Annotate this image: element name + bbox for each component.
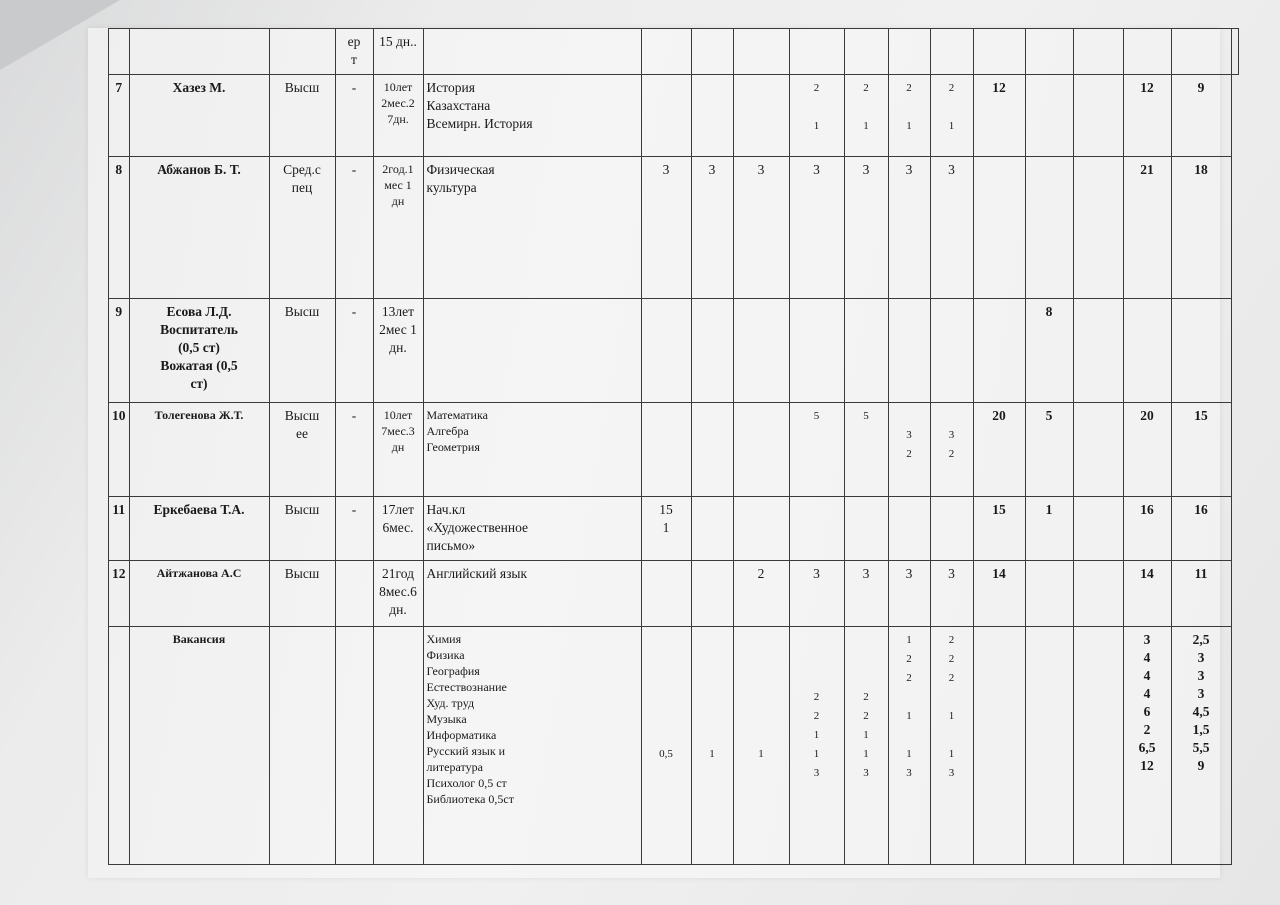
hours-cell <box>930 29 973 75</box>
table-row <box>109 561 1239 627</box>
hours-cell: 3 <box>888 157 930 299</box>
hours-cell <box>789 29 844 75</box>
table-row <box>109 403 1239 497</box>
education-cell <box>269 627 335 865</box>
hours-cell <box>888 497 930 561</box>
hours-cell: 15 <box>973 497 1025 561</box>
subject-cell: Химия Физика География Естествознание Худ. труд Музыка Информатика Русский язык и литература Психолог 0,5 ст Библиотека 0,5ст <box>423 627 641 865</box>
hours-cell: 3 <box>888 561 930 627</box>
teacher-name: Еркебаева Т.А. <box>129 497 269 561</box>
hours-cell <box>973 299 1025 403</box>
teacher-name: Абжанов Б. Т. <box>129 157 269 299</box>
hours-cell: 3 <box>789 157 844 299</box>
staff-table <box>108 28 1239 865</box>
hours-cell <box>1123 29 1171 75</box>
experience-cell: 21год 8мес.6 дн. <box>373 561 423 627</box>
hours-cell: 3 2 <box>888 403 930 497</box>
hours-cell: 3 <box>844 157 888 299</box>
hours-cell <box>691 403 733 497</box>
hours-cell <box>789 299 844 403</box>
hours-cell <box>1025 561 1073 627</box>
hours-cell: 14 <box>973 561 1025 627</box>
hours-cell: 16 <box>1123 497 1171 561</box>
hours-cell: 2 1 <box>844 75 888 157</box>
experience-cell: 2год.1 мес 1 дн <box>373 157 423 299</box>
row-number <box>109 627 130 865</box>
hours-cell <box>641 29 691 75</box>
row-number: 9 <box>109 299 130 403</box>
experience-cell: 15 дн.. <box>373 29 423 75</box>
hours-cell <box>641 75 691 157</box>
hours-cell <box>973 29 1025 75</box>
hours-cell <box>1025 75 1073 157</box>
category-cell: - <box>335 403 373 497</box>
teacher-name <box>129 29 269 75</box>
hours-cell: 18 <box>1171 157 1231 299</box>
hours-cell <box>691 561 733 627</box>
education-cell: Высш ее <box>269 403 335 497</box>
hours-cell <box>1073 561 1123 627</box>
hours-cell <box>1231 29 1238 75</box>
hours-cell <box>1171 29 1231 75</box>
hours-cell <box>1171 299 1231 403</box>
hours-cell <box>1073 299 1123 403</box>
hours-cell <box>1025 627 1073 865</box>
subject-cell <box>423 29 641 75</box>
hours-cell: 3 <box>641 157 691 299</box>
hours-cell <box>844 299 888 403</box>
subject-cell: Английский язык <box>423 561 641 627</box>
hours-cell <box>1025 157 1073 299</box>
hours-cell: 21 <box>1123 157 1171 299</box>
hours-cell: 5 <box>844 403 888 497</box>
hours-cell <box>733 299 789 403</box>
row-number: 8 <box>109 157 130 299</box>
teacher-name: Толегенова Ж.Т. <box>129 403 269 497</box>
hours-cell: 1 <box>1025 497 1073 561</box>
education-cell <box>269 29 335 75</box>
hours-cell <box>691 75 733 157</box>
row-number: 12 <box>109 561 130 627</box>
hours-cell <box>641 403 691 497</box>
hours-cell: 20 <box>1123 403 1171 497</box>
hours-cell <box>733 403 789 497</box>
row-number: 11 <box>109 497 130 561</box>
teacher-name: Айтжанова А.С <box>129 561 269 627</box>
hours-cell: 3 2 <box>930 403 973 497</box>
hours-cell: 2 2 2 1 1 3 <box>930 627 973 865</box>
hours-cell: 2 1 <box>888 75 930 157</box>
hours-cell: 1 <box>691 627 733 865</box>
hours-cell: 3 <box>691 157 733 299</box>
table-row <box>109 157 1239 299</box>
hours-cell <box>888 299 930 403</box>
hours-cell: 11 <box>1171 561 1231 627</box>
hours-cell <box>691 29 733 75</box>
hours-cell <box>973 627 1025 865</box>
hours-cell <box>1073 627 1123 865</box>
education-cell: Высш <box>269 75 335 157</box>
hours-cell <box>844 497 888 561</box>
category-cell: - <box>335 299 373 403</box>
experience-cell: 10лет 2мес.2 7дн. <box>373 75 423 157</box>
teacher-name: Хазез М. <box>129 75 269 157</box>
hours-cell <box>1073 497 1123 561</box>
hours-cell: 1 <box>733 627 789 865</box>
category-cell: - <box>335 497 373 561</box>
hours-cell: 15 <box>1171 403 1231 497</box>
subject-cell: История Казахстана Всемирн. История <box>423 75 641 157</box>
hours-cell <box>733 75 789 157</box>
hours-cell <box>930 497 973 561</box>
category-cell: - <box>335 157 373 299</box>
hours-cell <box>733 497 789 561</box>
category-cell: - <box>335 75 373 157</box>
table-row <box>109 299 1239 403</box>
row-number <box>109 29 130 75</box>
hours-cell: 3 <box>930 157 973 299</box>
hours-cell: 3 <box>733 157 789 299</box>
hours-cell <box>1073 403 1123 497</box>
teacher-name: Вакансия <box>129 627 269 865</box>
category-cell: ер т <box>335 29 373 75</box>
hours-cell: 2 2 1 1 3 <box>844 627 888 865</box>
hours-cell: 14 <box>1123 561 1171 627</box>
hours-cell: 16 <box>1171 497 1231 561</box>
hours-cell <box>930 299 973 403</box>
experience-cell <box>373 627 423 865</box>
hours-cell <box>641 561 691 627</box>
subject-cell: Математика Алгебра Геометрия <box>423 403 641 497</box>
hours-cell: 3 4 4 4 6 2 6,5 12 <box>1123 627 1171 865</box>
category-cell <box>335 561 373 627</box>
table-row <box>109 75 1239 157</box>
education-cell: Высш <box>269 497 335 561</box>
row-number: 10 <box>109 403 130 497</box>
table-row <box>109 497 1239 561</box>
hours-cell: 0,5 <box>641 627 691 865</box>
hours-cell: 15 1 <box>641 497 691 561</box>
hours-cell: 12 <box>973 75 1025 157</box>
experience-cell: 10лет 7мес.3 дн <box>373 403 423 497</box>
hours-cell: 2,5 3 3 3 4,5 1,5 5,5 9 <box>1171 627 1231 865</box>
hours-cell: 20 <box>973 403 1025 497</box>
row-number: 7 <box>109 75 130 157</box>
hours-cell: 12 <box>1123 75 1171 157</box>
hours-cell: 3 <box>930 561 973 627</box>
hours-cell: 1 2 2 1 1 3 <box>888 627 930 865</box>
hours-cell <box>888 29 930 75</box>
hours-cell: 2 1 <box>930 75 973 157</box>
hours-cell: 2 2 1 1 3 <box>789 627 844 865</box>
subject-cell: Нач.кл «Художественное письмо» <box>423 497 641 561</box>
hours-cell <box>641 299 691 403</box>
experience-cell: 17лет 6мес. <box>373 497 423 561</box>
hours-cell <box>733 29 789 75</box>
table-row <box>109 29 1239 75</box>
hours-cell <box>973 157 1025 299</box>
education-cell: Высш <box>269 299 335 403</box>
hours-cell: 5 <box>1025 403 1073 497</box>
category-cell <box>335 627 373 865</box>
hours-cell <box>844 29 888 75</box>
hours-cell <box>789 497 844 561</box>
education-cell: Сред.с пец <box>269 157 335 299</box>
hours-cell <box>1025 29 1073 75</box>
hours-cell: 9 <box>1171 75 1231 157</box>
hours-cell: 8 <box>1025 299 1073 403</box>
hours-cell <box>1073 75 1123 157</box>
hours-cell: 3 <box>844 561 888 627</box>
table-row <box>109 627 1239 865</box>
teacher-name: Есова Л.Д. Воспитатель (0,5 ст) Вожатая (0,5 ст) <box>129 299 269 403</box>
hours-cell: 3 <box>789 561 844 627</box>
hours-cell <box>1073 157 1123 299</box>
hours-cell <box>1123 299 1171 403</box>
hours-cell: 2 1 <box>789 75 844 157</box>
education-cell: Высш <box>269 561 335 627</box>
hours-cell: 5 <box>789 403 844 497</box>
experience-cell: 13лет 2мес 1 дн. <box>373 299 423 403</box>
hours-cell <box>691 299 733 403</box>
subject-cell: Физическая культура <box>423 157 641 299</box>
hours-cell <box>691 497 733 561</box>
hours-cell: 2 <box>733 561 789 627</box>
hours-cell <box>1073 29 1123 75</box>
subject-cell <box>423 299 641 403</box>
